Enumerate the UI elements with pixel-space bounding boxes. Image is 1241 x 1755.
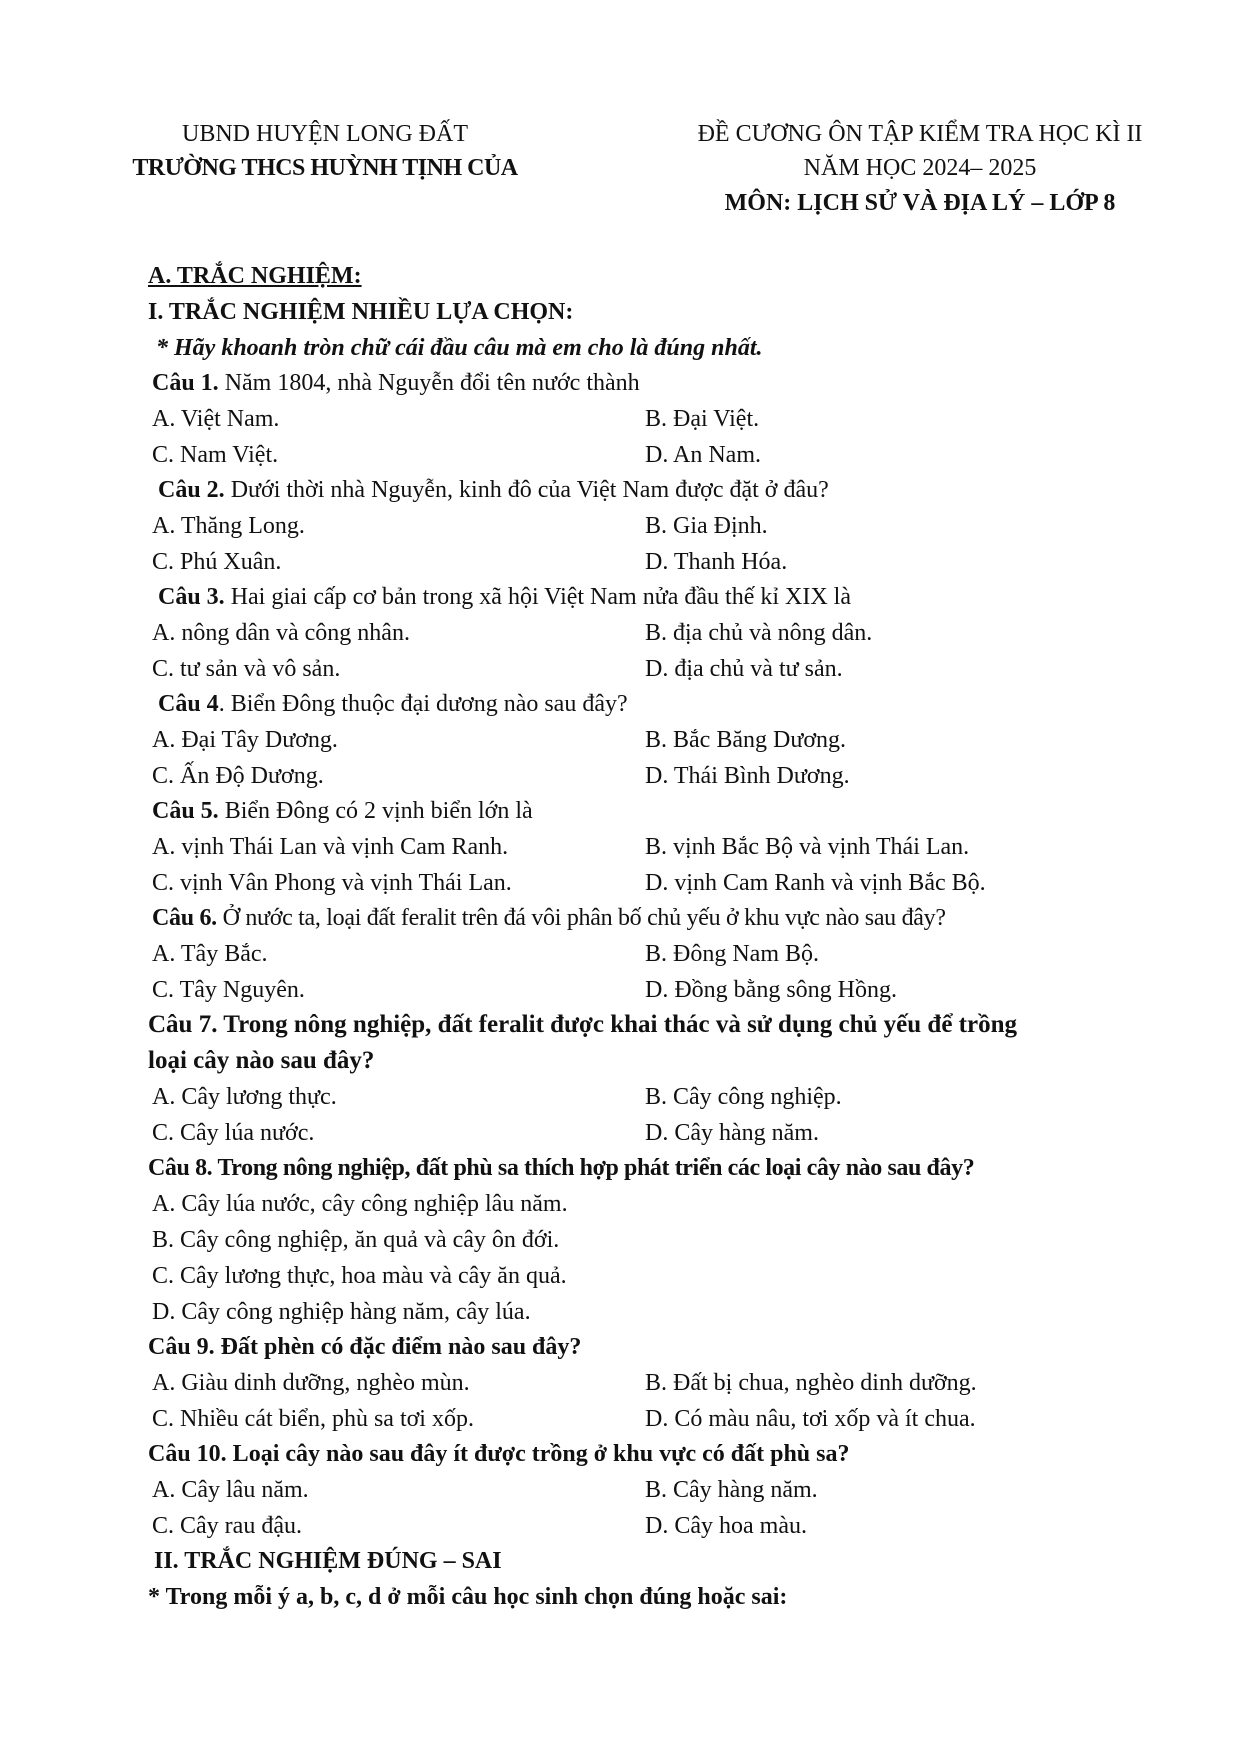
option-a: A. Thăng Long.: [152, 513, 305, 539]
question-label: Câu 4: [158, 691, 219, 717]
option-d: D. Thái Bình Dương.: [645, 763, 850, 789]
question-text: Năm 1804, nhà Nguyễn đổi tên nước thành: [218, 370, 640, 396]
question-text: . Biển Đông thuộc đại dương nào sau đây?: [218, 691, 628, 717]
section-ii-title: II. TRẮC NGHIỆM ĐÚNG – SAI: [154, 1548, 502, 1574]
option-a: A. Cây lương thực.: [152, 1084, 337, 1110]
option-d: D. Đồng bằng sông Hồng.: [645, 977, 897, 1003]
question-label: Câu 5.: [152, 798, 219, 824]
question-7-line2: loại cây nào sau đây?: [148, 1047, 375, 1074]
option-b: B. Cây công nghiệp.: [645, 1084, 842, 1110]
option-b: B. Bắc Băng Dương.: [645, 727, 847, 753]
question-7-line1: Câu 7. Trong nông nghiệp, đất feralit được khai thác và sử dụng chủ yếu để trồng: [148, 1011, 1017, 1038]
question-3: [158, 581, 851, 613]
option-a: A. Cây lâu năm.: [152, 1477, 309, 1503]
question-8: Câu 8. Trong nông nghiệp, đất phù sa thích hợp phát triển các loại cây nào sau đây?: [148, 1155, 975, 1181]
question-9: Câu 9. Đất phèn có đặc điểm nào sau đây?: [148, 1334, 582, 1360]
option-d: D. Cây công nghiệp hàng năm, cây lúa.: [152, 1299, 531, 1325]
question-10: Câu 10. Loại cây nào sau đây ít được trồng ở khu vực có đất phù sa?: [148, 1441, 850, 1467]
header-school-year: NĂM HỌC 2024– 2025: [803, 155, 1037, 181]
option-b: B. Đông Nam Bộ.: [645, 941, 819, 967]
option-d: D. Cây hoa màu.: [645, 1513, 807, 1539]
option-c: C. Cây lúa nước.: [152, 1120, 315, 1146]
question-label: Câu 6.: [152, 905, 217, 931]
option-b: B. Cây hàng năm.: [645, 1477, 818, 1503]
question-4: [158, 688, 628, 720]
option-c: C. Tây Nguyên.: [152, 977, 305, 1003]
option-b: B. địa chủ và nông dân.: [645, 620, 873, 646]
option-c: C. Nhiều cát biển, phù sa tơi xốp.: [152, 1406, 474, 1432]
option-c: C. Nam Việt.: [152, 442, 279, 468]
question-label: Câu 1.: [152, 370, 219, 396]
option-a: A. Việt Nam.: [152, 406, 280, 432]
question-text: Hai giai cấp cơ bản trong xã hội Việt Nam nửa đầu thế kỉ XIX là: [224, 584, 851, 610]
option-c: C. Ấn Độ Dương.: [152, 763, 324, 789]
option-d: D. địa chủ và tư sản.: [645, 656, 843, 682]
header-subject: MÔN: LỊCH SỬ VÀ ĐỊA LÝ – LỚP 8: [724, 190, 1116, 216]
option-c: C. Cây lương thực, hoa màu và cây ăn quả.: [152, 1263, 567, 1289]
option-d: D. Thanh Hóa.: [645, 549, 788, 575]
option-a: A. Tây Bắc.: [152, 941, 268, 967]
question-label: Câu 3.: [158, 584, 225, 610]
option-b: B. Cây công nghiệp, ăn quả và cây ôn đới.: [152, 1227, 560, 1253]
section-a-title: A. TRẮC NGHIỆM:: [148, 263, 362, 289]
header-doc-title: ĐỀ CƯƠNG ÔN TẬP KIỂM TRA HỌC KÌ II: [697, 121, 1143, 147]
option-d: D. vịnh Cam Ranh và vịnh Bắc Bộ.: [645, 870, 986, 896]
option-a: A. Đại Tây Dương.: [152, 727, 338, 753]
question-1: [152, 367, 640, 399]
option-d: D. An Nam.: [645, 442, 761, 468]
option-a: A. nông dân và công nhân.: [152, 620, 410, 646]
question-text: Dưới thời nhà Nguyễn, kinh đô của Việt Nam được đặt ở đâu?: [224, 477, 829, 503]
question-5: [152, 795, 533, 827]
header-school: TRƯỜNG THCS HUỲNH TỊNH CỦA: [132, 155, 518, 181]
section-ii-instruction: * Trong mỗi ý a, b, c, d ở mỗi câu học sinh chọn đúng hoặc sai:: [148, 1584, 788, 1610]
option-a: A. vịnh Thái Lan và vịnh Cam Ranh.: [152, 834, 509, 860]
option-c: C. tư sản và vô sản.: [152, 656, 341, 682]
option-d: D. Cây hàng năm.: [645, 1120, 819, 1146]
option-b: B. Đất bị chua, nghèo dinh dưỡng.: [645, 1370, 977, 1396]
option-b: B. vịnh Bắc Bộ và vịnh Thái Lan.: [645, 834, 970, 860]
option-c: C. vịnh Vân Phong và vịnh Thái Lan.: [152, 870, 512, 896]
option-b: B. Gia Định.: [645, 513, 768, 539]
question-label: Câu 2.: [158, 477, 225, 503]
question-text: Ở nước ta, loại đất feralit trên đá vôi phân bố chủ yếu ở khu vực nào sau đây?: [216, 905, 946, 931]
option-a: A. Giàu dinh dưỡng, nghèo mùn.: [152, 1370, 470, 1396]
question-6: [152, 902, 946, 934]
question-text: Biển Đông có 2 vịnh biển lớn là: [218, 798, 533, 824]
section-i-instruction: * Hãy khoanh tròn chữ cái đầu câu mà em cho là đúng nhất.: [156, 335, 763, 361]
option-a: A. Cây lúa nước, cây công nghiệp lâu năm.: [152, 1191, 568, 1217]
option-d: D. Có màu nâu, tơi xốp và ít chua.: [645, 1406, 976, 1432]
option-b: B. Đại Việt.: [645, 406, 760, 432]
section-i-title: I. TRẮC NGHIỆM NHIỀU LỰA CHỌN:: [148, 299, 574, 325]
question-2: [158, 474, 829, 506]
option-c: C. Phú Xuân.: [152, 549, 282, 575]
option-c: C. Cây rau đậu.: [152, 1513, 302, 1539]
header-authority: UBND HUYỆN LONG ĐẤT: [182, 121, 468, 147]
